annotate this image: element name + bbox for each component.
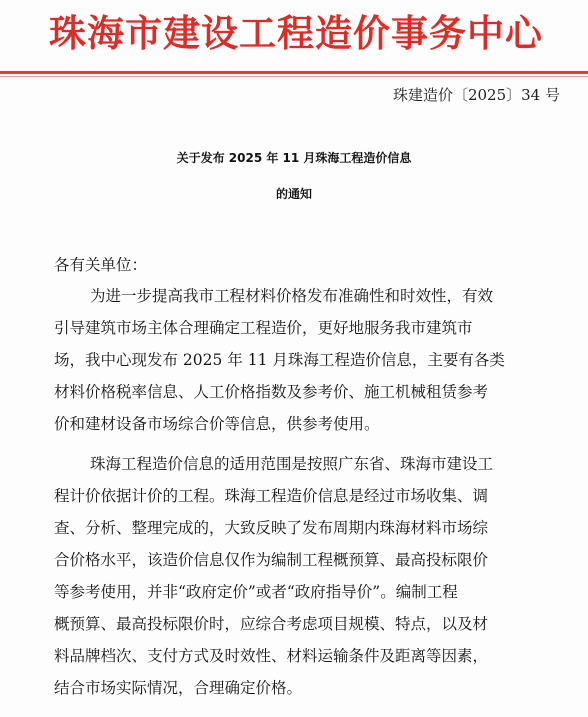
paragraph-2-line-5: 等参考使用，并非“政府定价”或者“政府指导价”。编制工程 — [54, 583, 458, 601]
paragraph-2-line-4: 合价格水平，该造价信息仅作为编制工程概预算、最高投标限价 — [54, 551, 489, 569]
paragraph-2-line-6: 概预算、最高投标限价时，应综合考虑项目规模、特点，以及材 — [54, 615, 489, 633]
paragraph-2-line-1: 珠海工程造价信息的适用范围是按照广东省、珠海市建设工 — [90, 455, 494, 473]
red-divider-thin — [0, 76, 588, 77]
paragraph-1-line-4: 材料价格税率信息、人工价格指数及参考价、施工机械租赁参考 — [54, 383, 489, 401]
document-title — [0, 140, 588, 212]
red-divider — [0, 71, 588, 74]
paragraph-1-line-2: 引导建筑市场主体合理确定工程造价，更好地服务我市建筑市 — [54, 319, 473, 337]
paragraph-2-line-2: 程计价依据计价的工程。珠海工程造价信息是经过市场收集、调 — [54, 487, 489, 505]
paragraph-2-line-7: 料品牌档次、支付方式及时效性、材料运输条件及距离等因素， — [54, 647, 489, 665]
paragraph-2-line-3: 查、分析、整理完成的，大致反映了发布周期内珠海材料市场综 — [54, 519, 489, 537]
organization-header: 珠海市建设工程造价事务中心 — [49, 11, 543, 55]
salutation: 各有关单位： — [54, 256, 148, 274]
document-title-line-1: 关于发布 2025 年 11 月珠海工程造价信息 — [176, 151, 412, 165]
paragraph-1-line-1: 为进一步提高我市工程材料价格发布准确性和时效性，有效 — [90, 287, 494, 305]
paragraph-2-line-8: 结合市场实际情况，合理确定价格。 — [54, 679, 303, 697]
paragraph-1-line-3: 场，我中心现发布 2025 年 11 月珠海工程造价信息，主要有各类 — [54, 351, 505, 369]
document-title-line-2: 的通知 — [275, 187, 312, 201]
paragraph-1-line-5: 价和建材设备市场综合价等信息，供参考使用。 — [54, 415, 380, 433]
document-number: 珠建造价〔2025〕34 号 — [392, 86, 560, 104]
